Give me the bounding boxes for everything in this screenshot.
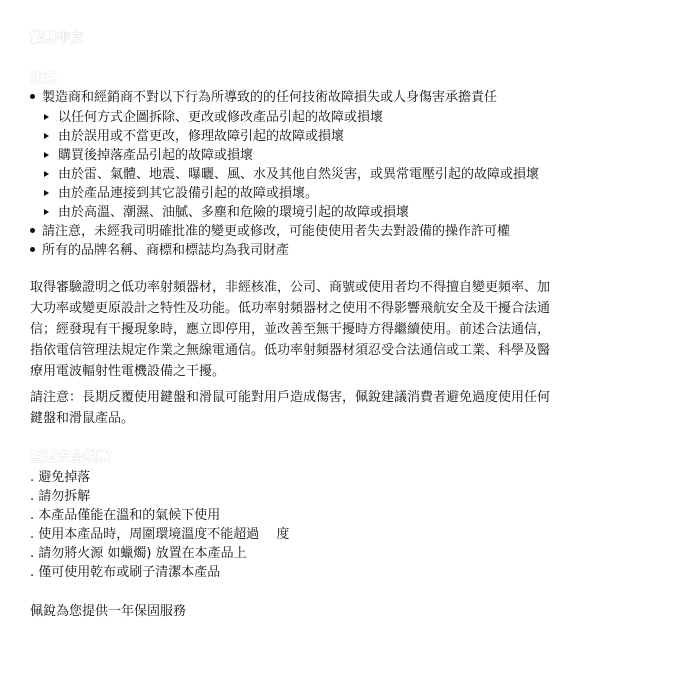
triangle-bullet-icon bbox=[44, 190, 49, 196]
safety-item: . 僅可使用乾布或刷子清潔本產品 bbox=[30, 565, 221, 580]
safety-item: . 請勿拆解 bbox=[30, 489, 91, 504]
triangle-bullet-icon bbox=[44, 209, 49, 215]
health-paragraph bbox=[30, 387, 652, 429]
notice-heading: 注意 bbox=[30, 71, 58, 86]
notice-sub-item bbox=[44, 144, 253, 163]
notice-sub-item bbox=[44, 125, 344, 144]
notice-sub-item-text: 以任何方式企圖拆除、更改或修改產品引起的故障或損壞 bbox=[58, 110, 384, 125]
language-title: 繁體中文 bbox=[30, 31, 85, 46]
paragraph-line: 指依電信管理法規定作業之無線電通信。低功率射頻器材須忍受合法通信或工業、科學及醫 bbox=[30, 343, 551, 358]
paragraph-line: 信；經發現有干擾現象時，應立即停用，並改善至無干擾時方得繼續使用。前述合法通信， bbox=[30, 322, 551, 337]
regulation-paragraph bbox=[30, 277, 652, 382]
safety-heading: 重要安全提醒 bbox=[30, 450, 112, 465]
notice-sub-item-text: 由於誤用或不當更改，修理故障引起的故障或損壞 bbox=[58, 129, 345, 144]
notice-sub-item bbox=[44, 201, 409, 220]
notice-sub-item-text: 由於高溫、潮濕、油膩、多塵和危險的環境引起的故障或損壞 bbox=[58, 205, 410, 220]
safety-item: . 避免掉落 bbox=[30, 470, 91, 485]
triangle-bullet-icon bbox=[44, 171, 49, 177]
paragraph-line: 請注意：長期反覆使用鍵盤和滑鼠可能對用戶造成傷害，佩銳建議消費者避免過度使用任何 bbox=[30, 390, 551, 405]
triangle-bullet-icon bbox=[44, 114, 49, 120]
paragraph-line: 鍵盤和滑鼠產品。 bbox=[30, 411, 135, 426]
notice-bullet-text: 製造商和經銷商不對以下行為所導致的的任何技術故障損失或人身傷害承擔責任 bbox=[42, 90, 498, 105]
notice-sub-item-text: 由於產品連接到其它設備引起的故障或損壞。 bbox=[58, 186, 319, 201]
warranty-text: 佩銳為您提供一年保固服務 bbox=[30, 604, 187, 619]
notice-sub-item bbox=[44, 163, 539, 182]
bullet-icon bbox=[30, 94, 35, 99]
bullet-icon bbox=[30, 247, 35, 252]
notice-bullet bbox=[30, 239, 289, 258]
notice-sub-item bbox=[44, 106, 383, 125]
notice-bullet-text: 請注意，未經我司明確批准的變更或修改，可能使使用者失去對設備的操作許可權 bbox=[42, 224, 511, 239]
safety-item: . 請勿將火源 如蠟燭) 放置在本產品上 bbox=[30, 546, 247, 561]
notice-bullet bbox=[30, 220, 510, 239]
notice-bullet-text: 所有的品牌名稱、商標和標誌均為我司財產 bbox=[42, 243, 290, 258]
notice-bullet bbox=[30, 86, 497, 105]
paragraph-line: 大功率或變更原設計之特性及功能。低功率射頻器材之使用不得影響飛航安全及干擾合法通 bbox=[30, 301, 551, 316]
bullet-icon bbox=[30, 228, 35, 233]
triangle-bullet-icon bbox=[44, 152, 49, 158]
triangle-bullet-icon bbox=[44, 133, 49, 139]
notice-sub-item bbox=[44, 182, 318, 201]
notice-sub-item-text: 購買後掉落產品引起的故障或損壞 bbox=[58, 148, 254, 163]
notice-sub-item-text: 由於雷、氣體、地震、曝曬、風、水及其他自然災害，或異常電壓引起的故障或損壞 bbox=[58, 167, 540, 182]
paragraph-line: 療用電波輻射性電機設備之干擾。 bbox=[30, 364, 226, 379]
paragraph-line: 取得審驗證明之低功率射頻器材，非經核准，公司、商號或使用者均不得擅自變更頻率、加 bbox=[30, 280, 551, 295]
safety-item: . 使用本產品時，周圍環境溫度不能超過 度 bbox=[30, 527, 290, 542]
safety-item: . 本產品僅能在溫和的氣候下使用 bbox=[30, 508, 221, 523]
